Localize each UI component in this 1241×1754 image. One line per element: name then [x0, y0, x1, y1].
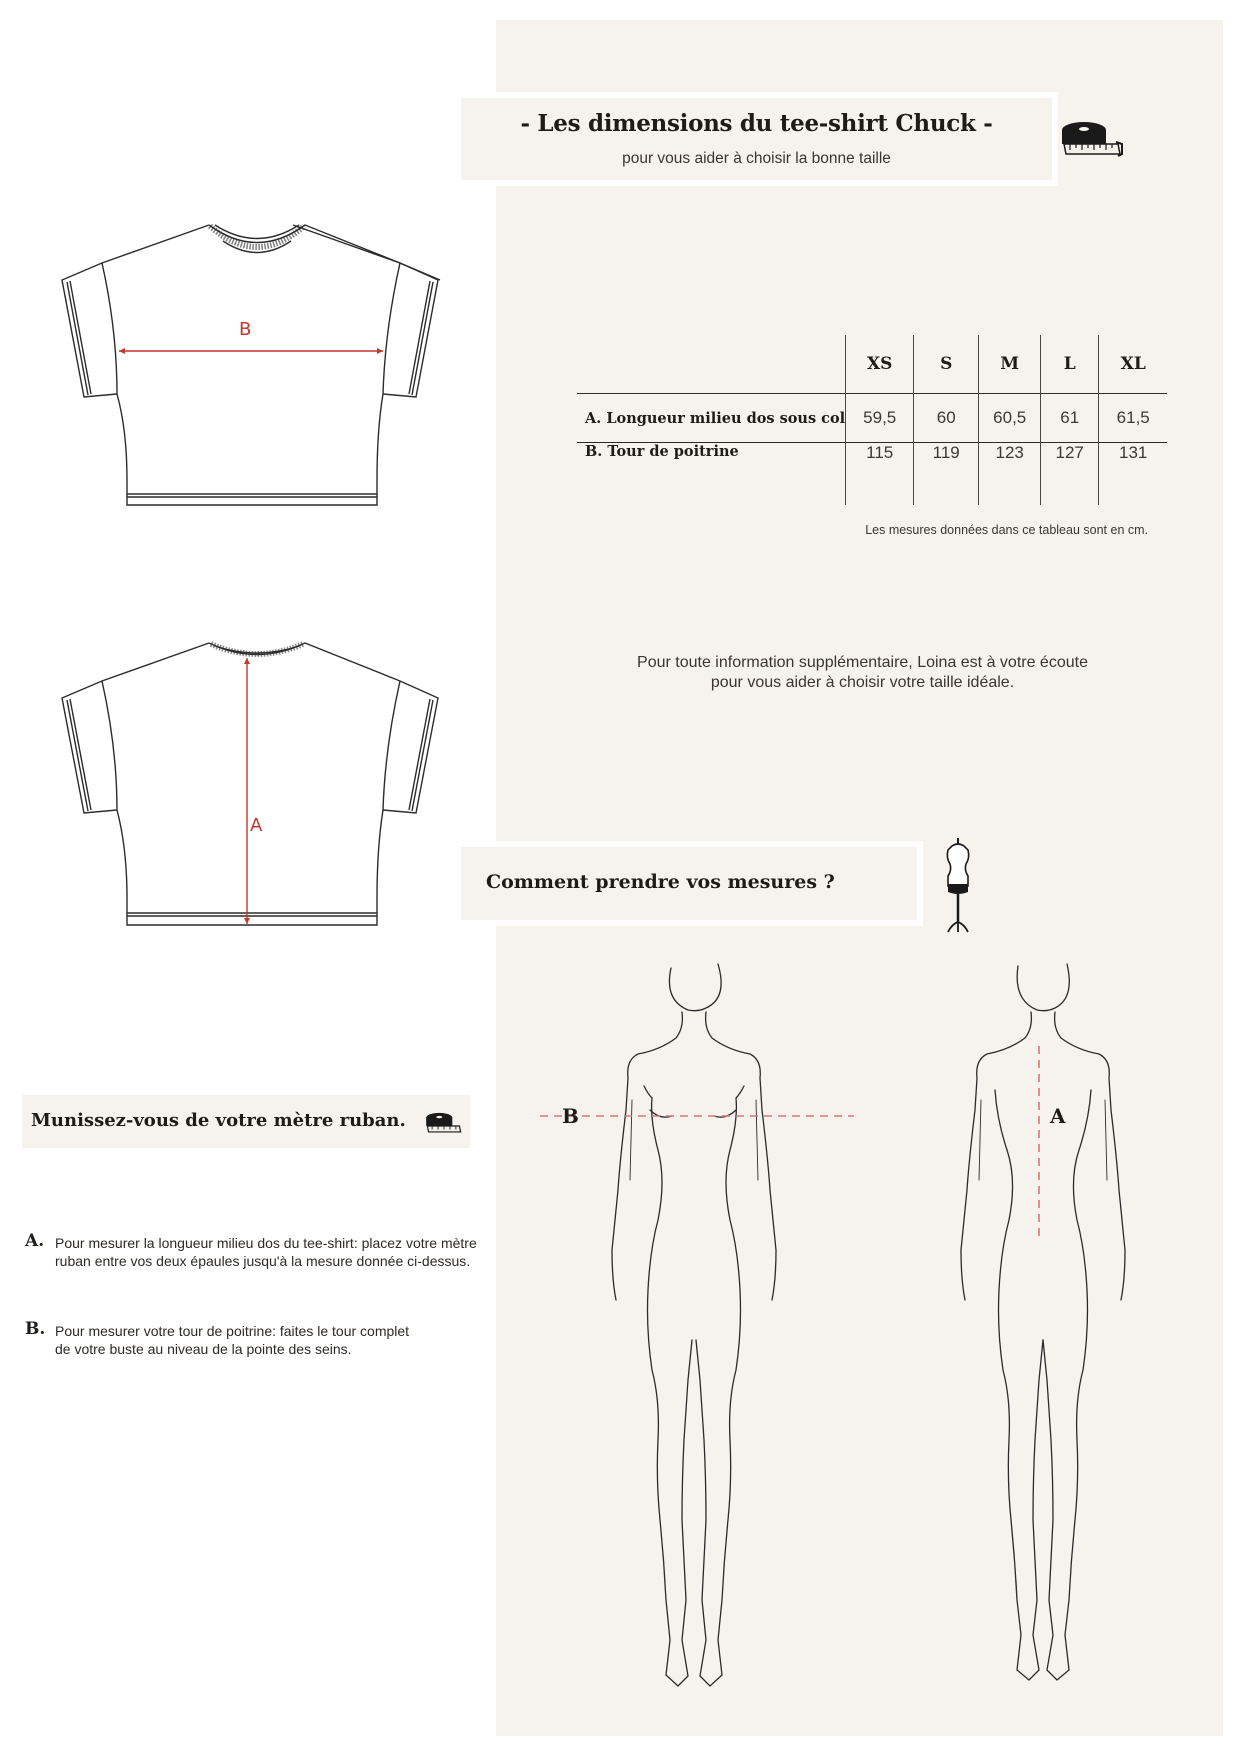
back-diagram-label: A: [250, 815, 263, 836]
instruction-text: Pour mesurer votre tour de poitrine: faites le tour complet de votre buste au niveau de la pointe des seins.: [55, 1323, 410, 1357]
back-figure-label: A: [1050, 1104, 1066, 1128]
col-header-s: S: [914, 335, 979, 394]
col-header-xs: XS: [846, 335, 914, 394]
table-cell: 123: [979, 443, 1041, 506]
table-cell: 119: [914, 443, 979, 506]
page-subtitle: pour vous aider à choisir la bonne taille: [622, 150, 891, 167]
row-label: B. Tour de poitrine: [577, 443, 846, 506]
page-title: - Les dimensions du tee-shirt Chuck -: [520, 110, 993, 137]
table-row: [577, 443, 1167, 506]
tape-measure-icon: [425, 1110, 463, 1136]
tape-measure-icon: [1060, 118, 1124, 160]
col-header-xl: XL: [1099, 335, 1168, 394]
dress-form-icon: [940, 836, 976, 936]
table-cell: 131: [1099, 443, 1168, 506]
instruction-text: Pour mesurer la longueur milieu dos du tee-shirt: placez votre mètre ruban entre vos deux épaules jusqu'à la mesure donnée ci-dessus.: [55, 1235, 477, 1269]
body-back-figure: [945, 960, 1145, 1730]
row-label: A. Longueur milieu dos sous col: [577, 394, 846, 443]
front-figure-label: B: [562, 1104, 579, 1128]
table-cell: 61: [1041, 394, 1099, 443]
how-to-title: Comment prendre vos mesures ?: [486, 871, 835, 893]
table-cell: 115: [846, 443, 914, 506]
instruction-letter: A.: [25, 1231, 45, 1251]
table-cell: 59,5: [846, 394, 914, 443]
title-box: [461, 98, 1052, 180]
table-cell: 127: [1041, 443, 1099, 506]
size-table-header: [577, 335, 1167, 394]
tshirt-back-diagram: [55, 638, 440, 933]
size-table: [577, 335, 1167, 505]
col-header-l: L: [1041, 335, 1099, 394]
tshirt-front-diagram: [55, 220, 440, 515]
table-cell: 60: [914, 394, 979, 443]
how-to-box: [461, 847, 917, 920]
tape-section-box: [22, 1095, 470, 1148]
table-cell: 61,5: [1099, 394, 1168, 443]
table-row: [577, 394, 1167, 443]
tape-section-title: Munissez-vous de votre mètre ruban.: [31, 1110, 406, 1131]
table-unit-note: Les mesures données dans ce tableau sont en cm.: [865, 523, 1148, 537]
table-cell: 60,5: [979, 394, 1041, 443]
contact-info-line-2: pour vous aider à choisir votre taille idéale.: [710, 674, 1015, 691]
body-front-figure: [590, 960, 790, 1730]
contact-info-line-1: Pour toute information supplémentaire, Loina est à votre écoute: [637, 654, 1088, 671]
contact-info: [600, 653, 1125, 693]
front-diagram-label: B: [239, 319, 252, 340]
col-header-m: M: [979, 335, 1041, 394]
header-empty-cell: [577, 335, 846, 394]
instruction-letter: B.: [25, 1319, 46, 1339]
